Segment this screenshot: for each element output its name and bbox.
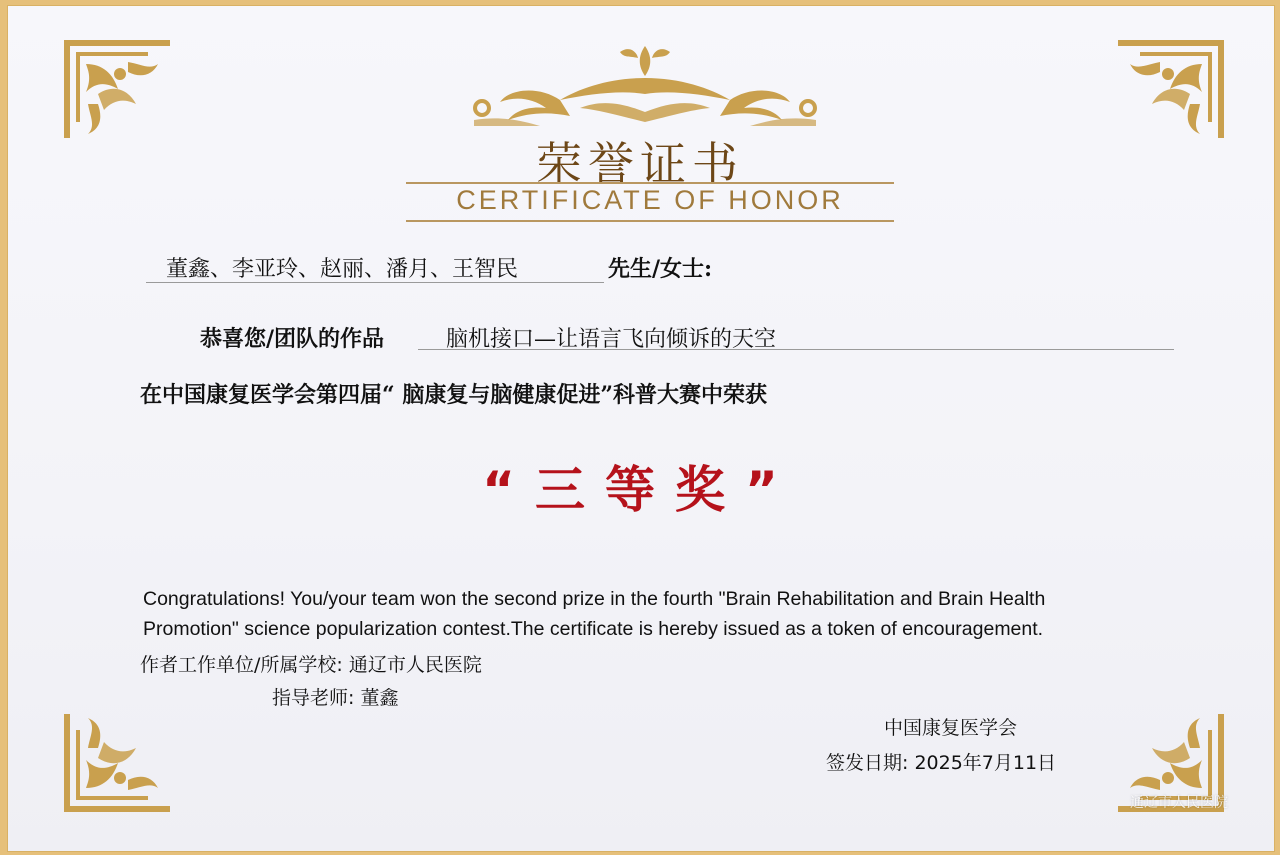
recipient-underline xyxy=(146,282,604,283)
certificate-title-cn: 荣誉证书 xyxy=(536,137,744,191)
english-statement-line-2: Promotion" science popularization contest.The certificate is hereby issued as a token of encouragement. xyxy=(143,618,1044,640)
english-statement xyxy=(143,584,1153,644)
work-title: 脑机接口—让语言飞向倾诉的天空 xyxy=(446,327,777,352)
contest-line: 在中国康复医学会第四届“ 脑康复与脑健康促进”科普大赛中荣获 xyxy=(140,382,767,408)
award-level: “三等奖” xyxy=(482,461,798,519)
author-affiliation: 作者工作单位/所属学校: 通辽市人民医院 xyxy=(140,654,482,676)
recipient-names: 董鑫、李亚玲、赵丽、潘月、王智民 xyxy=(166,257,519,282)
crown-ornament xyxy=(460,38,830,128)
work-title-underline xyxy=(418,349,1174,350)
salutation: 先生/女士: xyxy=(608,256,713,282)
certificate-title-en: CERTIFICATE OF HONOR xyxy=(456,185,844,215)
advisor: 指导老师: 董鑫 xyxy=(272,687,399,709)
watermark: 通辽市人民医院 xyxy=(1130,795,1228,811)
congrats-label: 恭喜您/团队的作品 xyxy=(200,326,385,352)
corner-ornament-bottom-left xyxy=(58,708,178,818)
english-statement-line-1: Congratulations! You/your team won the second prize in the fourth "Brain Rehabilitation and Brain Health xyxy=(143,588,1046,610)
certificate-title-en-frame xyxy=(406,182,894,222)
issue-date: 签发日期: 2025年7月11日 xyxy=(826,752,1057,774)
issuing-organization: 中国康复医学会 xyxy=(884,717,1018,739)
